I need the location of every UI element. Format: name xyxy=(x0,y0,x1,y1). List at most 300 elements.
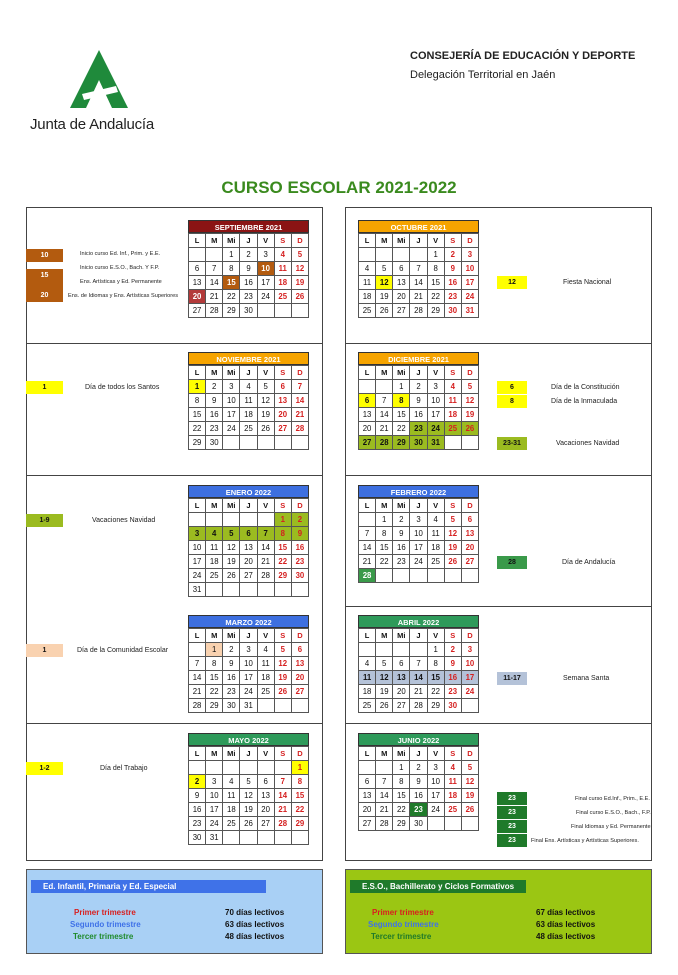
day-cell: 21 xyxy=(410,685,427,699)
day-cell xyxy=(223,436,240,450)
day-cell: 16 xyxy=(291,541,308,555)
day-cell: 10 xyxy=(189,541,206,555)
day-cell: 7 xyxy=(376,775,393,789)
day-cell: 24 xyxy=(206,817,223,831)
month-grid xyxy=(188,233,309,318)
event-badge: 1-2 xyxy=(26,762,63,775)
weekday-header: V xyxy=(427,234,444,248)
day-cell: 20 xyxy=(274,408,291,422)
day-cell: 23 xyxy=(444,290,461,304)
day-cell: 6 xyxy=(359,775,376,789)
event-label: Vacaciones Navidad xyxy=(556,440,620,447)
day-cell: 5 xyxy=(240,775,257,789)
month-calendar xyxy=(188,733,309,845)
day-cell: 12 xyxy=(444,527,461,541)
day-cell xyxy=(291,699,308,713)
day-cell: 17 xyxy=(189,555,206,569)
day-cell: 19 xyxy=(461,789,478,803)
day-cell: 6 xyxy=(240,527,257,541)
day-cell: 18 xyxy=(359,685,376,699)
day-cell: 26 xyxy=(257,422,274,436)
day-cell: 3 xyxy=(461,643,478,657)
event-label: Día de la Constitución xyxy=(551,384,620,391)
weekday-header: S xyxy=(274,499,291,513)
day-cell: 9 xyxy=(393,527,410,541)
day-cell: 28 xyxy=(291,422,308,436)
weekday-header: J xyxy=(240,499,257,513)
day-cell: 16 xyxy=(240,276,257,290)
term-label: Segundo trimestre xyxy=(368,920,439,929)
day-cell: 18 xyxy=(427,541,444,555)
day-cell: 7 xyxy=(376,394,393,408)
event-label: Ens. de Idiomas y Ens. Artísticas Superiores xyxy=(68,293,179,299)
weekday-header: J xyxy=(410,234,427,248)
event-badge: 23 xyxy=(497,806,527,819)
event-label: Fiesta Nacional xyxy=(563,279,612,286)
day-cell: 16 xyxy=(444,276,461,290)
day-cell: 12 xyxy=(223,541,240,555)
event-badge: 11-17 xyxy=(497,672,527,685)
day-cell: 30 xyxy=(410,817,427,831)
weekday-header: D xyxy=(291,629,308,643)
day-cell: 10 xyxy=(257,262,274,276)
day-cell: 17 xyxy=(427,408,444,422)
day-cell: 5 xyxy=(461,380,478,394)
junta-logo-icon xyxy=(68,48,130,110)
day-cell: 5 xyxy=(274,643,291,657)
day-cell: 22 xyxy=(427,290,444,304)
day-cell: 15 xyxy=(427,276,444,290)
event-badge: 23 xyxy=(497,820,527,833)
day-cell: 21 xyxy=(359,555,376,569)
weekday-header: Mi xyxy=(223,747,240,761)
day-cell: 25 xyxy=(274,290,291,304)
day-cell: 5 xyxy=(461,761,478,775)
day-cell xyxy=(376,569,393,583)
day-cell: 19 xyxy=(376,685,393,699)
day-cell: 23 xyxy=(291,555,308,569)
day-cell: 24 xyxy=(427,803,444,817)
day-cell: 3 xyxy=(427,380,444,394)
day-cell: 26 xyxy=(291,290,308,304)
term-label: Primer trimestre xyxy=(74,908,136,917)
day-cell: 11 xyxy=(359,671,376,685)
weekday-header: V xyxy=(257,747,274,761)
day-cell: 8 xyxy=(376,527,393,541)
day-cell xyxy=(240,436,257,450)
event-label: Día del Trabajo xyxy=(100,765,148,772)
month-calendar xyxy=(188,352,309,450)
day-cell: 1 xyxy=(393,761,410,775)
weekday-header: S xyxy=(444,366,461,380)
day-cell: 11 xyxy=(223,789,240,803)
month-title: FEBRERO 2022 xyxy=(358,485,479,498)
day-cell: 22 xyxy=(393,803,410,817)
day-cell: 1 xyxy=(376,513,393,527)
day-cell: 12 xyxy=(461,394,478,408)
day-cell: 15 xyxy=(189,408,206,422)
day-cell xyxy=(444,436,461,450)
day-cell: 10 xyxy=(461,262,478,276)
day-cell: 13 xyxy=(189,276,206,290)
day-cell: 11 xyxy=(444,394,461,408)
weekday-header: L xyxy=(359,499,376,513)
weekday-header: Mi xyxy=(393,629,410,643)
month-title: MAYO 2022 xyxy=(188,733,309,746)
day-cell: 26 xyxy=(461,422,478,436)
day-cell: 26 xyxy=(240,817,257,831)
month-grid xyxy=(188,365,309,450)
day-cell: 23 xyxy=(240,290,257,304)
day-cell: 31 xyxy=(240,699,257,713)
month-title: OCTUBRE 2021 xyxy=(358,220,479,233)
day-cell: 28 xyxy=(257,569,274,583)
day-cell xyxy=(359,643,376,657)
day-cell: 14 xyxy=(376,408,393,422)
day-cell: 8 xyxy=(427,262,444,276)
day-cell: 3 xyxy=(257,248,274,262)
term-days: 63 días lectivos xyxy=(536,920,596,929)
day-cell: 26 xyxy=(376,304,393,318)
weekday-header: J xyxy=(240,629,257,643)
day-cell: 29 xyxy=(206,699,223,713)
day-cell: 2 xyxy=(291,513,308,527)
event-label: Final Idiomas y Ed. Permanente xyxy=(571,824,651,830)
day-cell: 17 xyxy=(427,789,444,803)
weekday-header: D xyxy=(461,747,478,761)
event-label: Inicio curso E.S.O., Bach. Y F.P. xyxy=(80,265,160,271)
day-cell xyxy=(410,248,427,262)
weekday-header: V xyxy=(257,234,274,248)
day-cell: 10 xyxy=(206,789,223,803)
day-cell: 29 xyxy=(189,436,206,450)
day-cell xyxy=(359,248,376,262)
day-cell xyxy=(206,583,223,597)
day-cell: 13 xyxy=(359,789,376,803)
month-title: NOVIEMBRE 2021 xyxy=(188,352,309,365)
day-cell: 20 xyxy=(359,422,376,436)
day-cell xyxy=(393,643,410,657)
day-cell xyxy=(240,761,257,775)
day-cell: 27 xyxy=(393,699,410,713)
day-cell: 20 xyxy=(291,671,308,685)
weekday-header: V xyxy=(257,629,274,643)
day-cell: 28 xyxy=(274,817,291,831)
day-cell xyxy=(240,583,257,597)
day-cell: 4 xyxy=(274,248,291,262)
event-badge: 6 xyxy=(497,381,527,394)
day-cell: 28 xyxy=(376,817,393,831)
day-cell: 19 xyxy=(274,671,291,685)
term-label: Primer trimestre xyxy=(372,908,434,917)
day-cell: 5 xyxy=(376,262,393,276)
weekday-header: S xyxy=(274,366,291,380)
day-cell: 24 xyxy=(189,569,206,583)
event-label: Final curso E.S.O., Bach., F.P. xyxy=(576,810,651,816)
day-cell: 7 xyxy=(274,775,291,789)
day-cell: 11 xyxy=(240,394,257,408)
day-cell: 22 xyxy=(393,422,410,436)
day-cell xyxy=(427,569,444,583)
page-title: CURSO ESCOLAR 2021-2022 xyxy=(221,178,457,197)
month-calendar xyxy=(358,220,479,318)
day-cell: 30 xyxy=(444,699,461,713)
event-badge: 23 xyxy=(497,834,527,847)
day-cell: 4 xyxy=(206,527,223,541)
day-cell: 20 xyxy=(393,290,410,304)
day-cell: 26 xyxy=(223,569,240,583)
day-cell xyxy=(291,436,308,450)
day-cell: 28 xyxy=(410,699,427,713)
day-cell: 13 xyxy=(291,657,308,671)
day-cell: 8 xyxy=(189,394,206,408)
day-cell: 17 xyxy=(461,671,478,685)
day-cell: 13 xyxy=(359,408,376,422)
day-cell: 19 xyxy=(223,555,240,569)
day-cell: 21 xyxy=(274,803,291,817)
day-cell: 17 xyxy=(410,541,427,555)
day-cell xyxy=(206,248,223,262)
day-cell: 2 xyxy=(410,380,427,394)
day-cell: 27 xyxy=(393,304,410,318)
day-cell xyxy=(291,583,308,597)
day-cell: 15 xyxy=(393,408,410,422)
event-label: Día de todos los Santos xyxy=(85,384,160,391)
day-cell: 5 xyxy=(257,380,274,394)
day-cell: 15 xyxy=(393,789,410,803)
event-badge: 15 xyxy=(26,269,63,282)
day-cell: 27 xyxy=(257,817,274,831)
month-title: ENERO 2022 xyxy=(188,485,309,498)
weekday-header: L xyxy=(189,499,206,513)
day-cell: 25 xyxy=(223,817,240,831)
day-cell: 26 xyxy=(444,555,461,569)
weekday-header: J xyxy=(240,747,257,761)
day-cell: 13 xyxy=(393,671,410,685)
day-cell xyxy=(223,583,240,597)
day-cell: 8 xyxy=(427,657,444,671)
day-cell: 8 xyxy=(223,262,240,276)
month-title: DICIEMBRE 2021 xyxy=(358,352,479,365)
day-cell: 27 xyxy=(274,422,291,436)
day-cell: 24 xyxy=(257,290,274,304)
day-cell xyxy=(359,761,376,775)
month-calendar xyxy=(188,485,309,597)
day-cell: 19 xyxy=(444,541,461,555)
day-cell: 25 xyxy=(444,803,461,817)
day-cell: 14 xyxy=(189,671,206,685)
day-cell: 17 xyxy=(223,408,240,422)
weekday-header: Mi xyxy=(393,234,410,248)
day-cell xyxy=(291,831,308,845)
day-cell: 22 xyxy=(206,685,223,699)
day-cell: 11 xyxy=(444,775,461,789)
day-cell: 23 xyxy=(410,422,427,436)
weekday-header: S xyxy=(444,499,461,513)
day-cell: 1 xyxy=(274,513,291,527)
weekday-header: L xyxy=(359,234,376,248)
weekday-header: L xyxy=(189,234,206,248)
day-cell: 28 xyxy=(206,304,223,318)
day-cell: 18 xyxy=(257,671,274,685)
day-cell xyxy=(461,817,478,831)
day-cell xyxy=(444,569,461,583)
day-cell: 14 xyxy=(376,789,393,803)
day-cell: 12 xyxy=(291,262,308,276)
weekday-header: M xyxy=(376,747,393,761)
day-cell: 16 xyxy=(444,671,461,685)
day-cell: 24 xyxy=(410,555,427,569)
day-cell: 29 xyxy=(427,304,444,318)
day-cell xyxy=(257,513,274,527)
month-title: JUNIO 2022 xyxy=(358,733,479,746)
day-cell: 17 xyxy=(206,803,223,817)
day-cell: 8 xyxy=(274,527,291,541)
day-cell: 21 xyxy=(206,290,223,304)
weekday-header: D xyxy=(461,499,478,513)
day-cell xyxy=(223,513,240,527)
day-cell: 13 xyxy=(274,394,291,408)
day-cell: 12 xyxy=(376,276,393,290)
weekday-header: J xyxy=(240,234,257,248)
event-badge: 12 xyxy=(497,276,527,289)
day-cell xyxy=(410,569,427,583)
day-cell: 15 xyxy=(274,541,291,555)
weekday-header: D xyxy=(291,499,308,513)
weekday-header: L xyxy=(359,629,376,643)
day-cell: 1 xyxy=(223,248,240,262)
day-cell: 21 xyxy=(291,408,308,422)
day-cell: 19 xyxy=(240,803,257,817)
summary-heading: Ed. Infantil, Primaria y Ed. Especial xyxy=(31,880,266,893)
event-label: Vacaciones Navidad xyxy=(92,517,156,524)
day-cell: 3 xyxy=(189,527,206,541)
day-cell: 14 xyxy=(257,541,274,555)
event-badge: 1 xyxy=(26,644,63,657)
day-cell: 20 xyxy=(359,803,376,817)
day-cell: 15 xyxy=(376,541,393,555)
day-cell: 21 xyxy=(410,290,427,304)
day-cell: 1 xyxy=(189,380,206,394)
day-cell: 6 xyxy=(291,643,308,657)
day-cell: 30 xyxy=(223,699,240,713)
day-cell: 26 xyxy=(461,803,478,817)
day-cell: 21 xyxy=(257,555,274,569)
weekday-header: S xyxy=(444,234,461,248)
day-cell: 24 xyxy=(223,422,240,436)
weekday-header: Mi xyxy=(223,499,240,513)
month-calendar xyxy=(188,220,309,318)
day-cell: 16 xyxy=(189,803,206,817)
weekday-header: L xyxy=(189,366,206,380)
day-cell: 6 xyxy=(393,262,410,276)
day-cell xyxy=(376,248,393,262)
term-days: 67 días lectivos xyxy=(536,908,596,917)
weekday-header: V xyxy=(427,629,444,643)
day-cell xyxy=(274,304,291,318)
day-cell xyxy=(257,831,274,845)
day-cell: 4 xyxy=(427,513,444,527)
weekday-header: J xyxy=(410,499,427,513)
day-cell xyxy=(240,831,257,845)
weekday-header: J xyxy=(410,366,427,380)
day-cell: 13 xyxy=(393,276,410,290)
day-cell: 27 xyxy=(359,817,376,831)
day-cell: 19 xyxy=(291,276,308,290)
month-calendar xyxy=(188,615,309,713)
day-cell: 2 xyxy=(189,775,206,789)
day-cell: 2 xyxy=(240,248,257,262)
day-cell: 12 xyxy=(257,394,274,408)
day-cell: 2 xyxy=(223,643,240,657)
event-badge: 23-31 xyxy=(497,437,527,450)
day-cell: 4 xyxy=(223,775,240,789)
day-cell: 20 xyxy=(393,685,410,699)
day-cell: 30 xyxy=(291,569,308,583)
day-cell: 6 xyxy=(461,513,478,527)
day-cell: 15 xyxy=(427,671,444,685)
day-cell: 25 xyxy=(359,304,376,318)
org-header xyxy=(410,50,635,81)
day-cell xyxy=(257,699,274,713)
weekday-header: L xyxy=(189,629,206,643)
day-cell: 7 xyxy=(189,657,206,671)
term-days: 70 días lectivos xyxy=(225,908,285,917)
weekday-header: S xyxy=(274,629,291,643)
weekday-header: Mi xyxy=(223,366,240,380)
day-cell: 28 xyxy=(376,436,393,450)
day-cell: 30 xyxy=(444,304,461,318)
day-cell: 9 xyxy=(223,657,240,671)
day-cell xyxy=(291,304,308,318)
day-cell: 5 xyxy=(291,248,308,262)
weekday-header: M xyxy=(376,366,393,380)
day-cell: 9 xyxy=(410,394,427,408)
day-cell: 12 xyxy=(240,789,257,803)
weekday-header: J xyxy=(240,366,257,380)
day-cell: 18 xyxy=(444,789,461,803)
day-cell: 10 xyxy=(223,394,240,408)
day-cell: 20 xyxy=(257,803,274,817)
day-cell: 7 xyxy=(410,262,427,276)
month-calendar xyxy=(358,352,479,450)
event-badge: 10 xyxy=(26,249,63,262)
day-cell: 6 xyxy=(257,775,274,789)
day-cell: 8 xyxy=(393,394,410,408)
term-label: Tercer trimestre xyxy=(73,932,134,941)
day-cell: 27 xyxy=(291,685,308,699)
day-cell: 4 xyxy=(444,761,461,775)
day-cell: 11 xyxy=(206,541,223,555)
org-line1: CONSEJERÍA DE EDUCACIÓN Y DEPORTE xyxy=(410,50,636,62)
day-cell xyxy=(223,831,240,845)
day-cell: 6 xyxy=(393,657,410,671)
day-cell: 9 xyxy=(291,527,308,541)
day-cell: 4 xyxy=(257,643,274,657)
day-cell: 25 xyxy=(444,422,461,436)
day-cell: 4 xyxy=(240,380,257,394)
day-cell: 31 xyxy=(189,583,206,597)
weekday-header: V xyxy=(427,747,444,761)
day-cell: 7 xyxy=(410,657,427,671)
day-cell: 1 xyxy=(206,643,223,657)
day-cell: 19 xyxy=(376,290,393,304)
day-cell: 24 xyxy=(461,685,478,699)
day-cell: 10 xyxy=(427,394,444,408)
event-badge: 23 xyxy=(497,792,527,805)
day-cell: 30 xyxy=(189,831,206,845)
day-cell: 29 xyxy=(427,699,444,713)
